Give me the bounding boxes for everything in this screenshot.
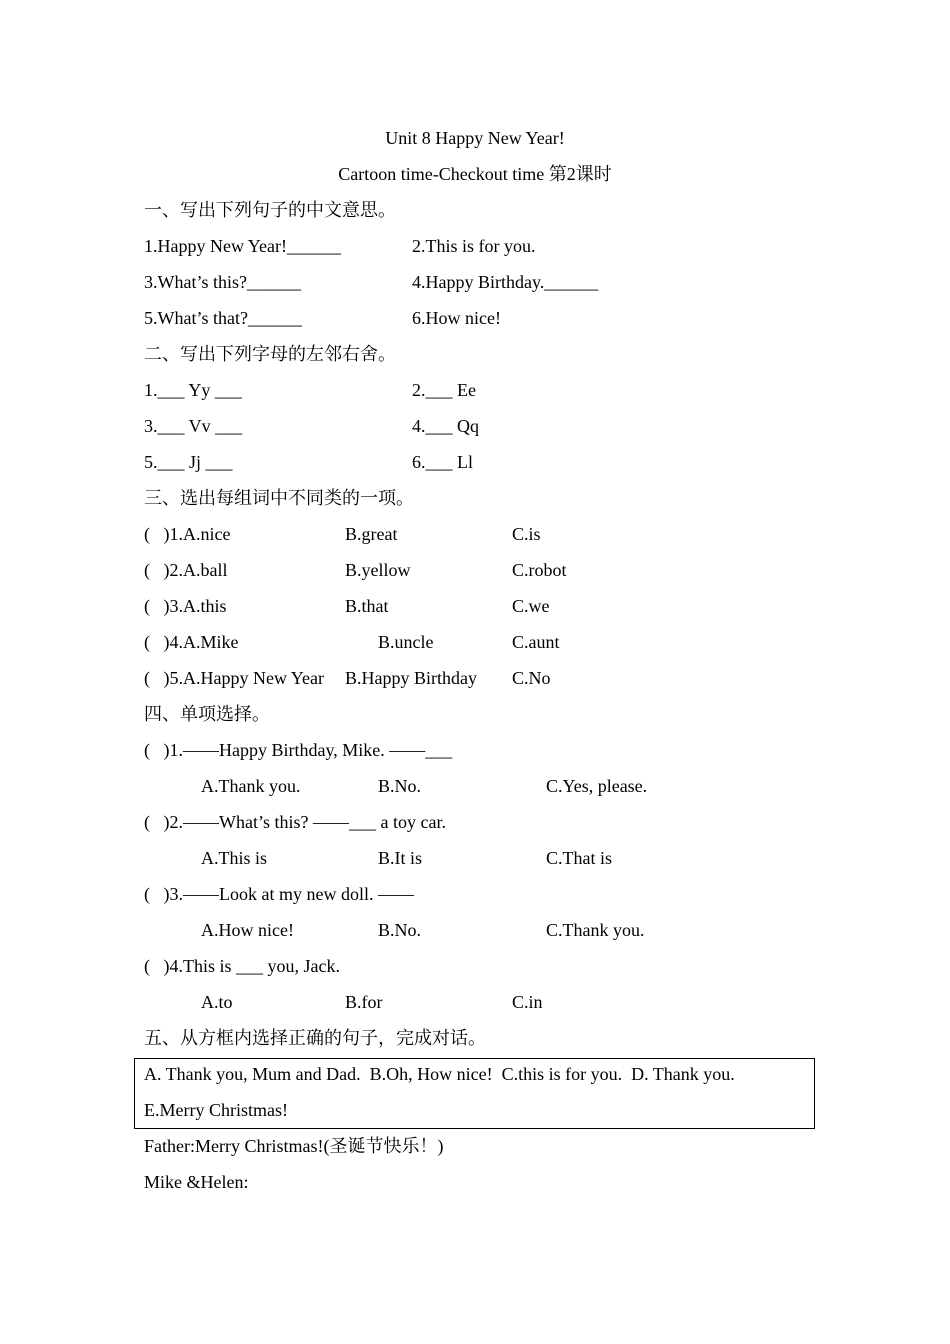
- section-1-heading: 一、写出下列句子的中文意思。: [144, 200, 396, 220]
- s4-q2-question: ( )2.——What’s this? ——___ a toy car.: [144, 812, 446, 832]
- s1-item-5: 5.What’s that?______: [144, 308, 302, 328]
- s2-item-1: 1.___ Yy ___: [144, 380, 242, 400]
- choices-line-2: E.Merry Christmas!: [144, 1100, 288, 1120]
- s3-q2-option-c: C.robot: [512, 560, 567, 580]
- s4-q4-question: ( )4.This is ___ you, Jack.: [144, 956, 340, 976]
- s3-q3-option-b: B.that: [345, 596, 389, 616]
- s3-q1-option-b: B.great: [345, 524, 398, 544]
- s4-q1-option-c: C.Yes, please.: [546, 776, 648, 796]
- s1-item-4: 4.Happy Birthday.______: [412, 272, 599, 292]
- s4-q2-option-b: B.It is: [378, 848, 423, 868]
- s4-q4-option-b: B.for: [345, 992, 383, 1012]
- s4-q1-option-a: A.Thank you.: [201, 776, 301, 796]
- s4-q3-option-a: A.How nice!: [201, 920, 294, 940]
- s3-q3-option-c: C.we: [512, 596, 550, 616]
- s4-q2-option-c: C.That is: [546, 848, 612, 868]
- s3-q4-option-a: ( )4.A.Mike: [144, 632, 239, 652]
- s1-item-2: 2.This is for you.: [412, 236, 536, 256]
- s1-item-6: 6.How nice!: [412, 308, 501, 328]
- s2-item-5: 5.___ Jj ___: [144, 452, 233, 472]
- s3-q1-option-a: ( )1.A.nice: [144, 524, 231, 544]
- section-4-heading: 四、单项选择。: [144, 704, 270, 724]
- section-2-heading: 二、写出下列字母的左邻右舍。: [144, 344, 396, 364]
- page-subtitle: Cartoon time-Checkout time 第2课时: [338, 164, 612, 184]
- s4-q3-option-c: C.Thank you.: [546, 920, 645, 940]
- s3-q3-option-a: ( )3.A.this: [144, 596, 227, 616]
- s4-q2-option-a: A.This is: [201, 848, 268, 868]
- s3-q4-option-b: B.uncle: [378, 632, 434, 652]
- s1-item-3: 3.What’s this?______: [144, 272, 301, 292]
- s3-q5-option-a: ( )5.A.Happy New Year: [144, 668, 324, 688]
- s4-q4-option-a: A.to: [201, 992, 233, 1012]
- s3-q5-option-b: B.Happy Birthday: [345, 668, 477, 688]
- section-5-heading: 五、从方框内选择正确的句子，完成对话。: [144, 1028, 486, 1048]
- s3-q1-option-c: C.is: [512, 524, 541, 544]
- s4-q3-question: ( )3.——Look at my new doll. ——: [144, 884, 414, 904]
- s1-item-1: 1.Happy New Year!______: [144, 236, 341, 256]
- dialogue-father: Father:Merry Christmas!(圣诞节快乐！): [144, 1136, 444, 1156]
- page-title: Unit 8 Happy New Year!: [385, 128, 565, 148]
- s2-item-2: 2.___ Ee: [412, 380, 476, 400]
- s4-q3-option-b: B.No.: [378, 920, 422, 940]
- s2-item-3: 3.___ Vv ___: [144, 416, 243, 436]
- s4-q1-option-b: B.No.: [378, 776, 422, 796]
- section-3-heading: 三、选出每组词中不同类的一项。: [144, 488, 414, 508]
- s4-q4-option-c: C.in: [512, 992, 543, 1012]
- s3-q2-option-a: ( )2.A.ball: [144, 560, 228, 580]
- dialogue-mike-helen: Mike &Helen:: [144, 1172, 249, 1192]
- s2-item-6: 6.___ Ll: [412, 452, 473, 472]
- s3-q5-option-c: C.No: [512, 668, 551, 688]
- s4-q1-question: ( )1.——Happy Birthday, Mike. ——___: [144, 740, 453, 760]
- choices-line-1: A. Thank you, Mum and Dad. B.Oh, How nice! C.this is for you. D. Thank you.: [144, 1064, 735, 1084]
- s3-q2-option-b: B.yellow: [345, 560, 411, 580]
- s2-item-4: 4.___ Qq: [412, 416, 479, 436]
- s3-q4-option-c: C.aunt: [512, 632, 560, 652]
